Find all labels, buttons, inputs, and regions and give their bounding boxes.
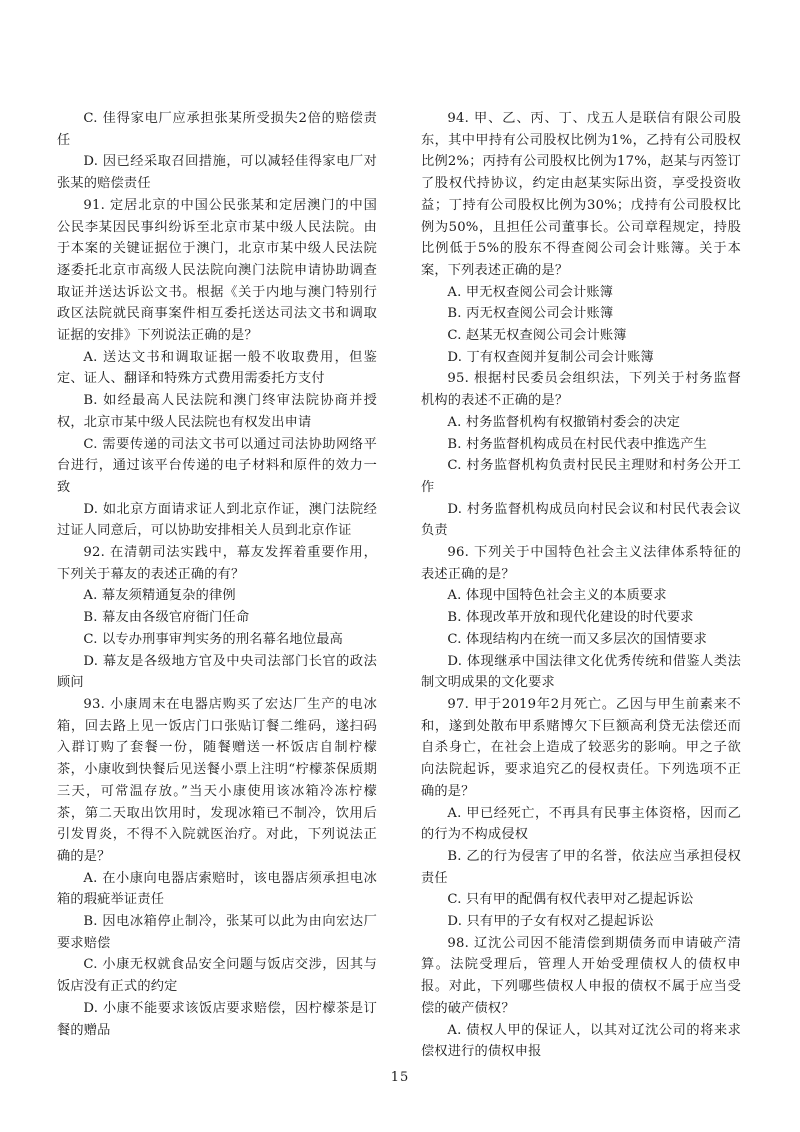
question-94: 94. 甲、乙、丙、丁、戊五人是联信有限公司股东，其中甲持有公司股权比例为1%，乙持有公司股权比例2%；丙持有公司股权比例为17%，赵某与丙签订了股权代持协议，约定由赵某实际出资，享受投资收益；丁持有公司股权比例为30%；戊持有公司股权比例为50%，且担任公司董事长。公司章程规定，持股比例低于5%的股东不得查阅公司会计账簿。关于本案，下列表述正确的是？: [421, 111, 741, 278]
option-92-a: A. 幕友须精通复杂的律例: [83, 588, 236, 604]
question-95: 95. 根据村民委员会组织法，下列关于村务监督机构的表述不正确的是？: [421, 371, 741, 409]
option-91-c: C. 需要传递的司法文书可以通过司法协助网络平台进行，通过该平台传递的电子材料和原件的效力一致: [57, 436, 377, 495]
option-97-c: C. 只有甲的配偶有权代表甲对乙提起诉讼: [447, 892, 694, 908]
question-91: 91. 定居北京的中国公民张某和定居澳门的中国公民李某因民事纠纷诉至北京市某中级人民法院。由于本案的关键证据位于澳门，北京市某中级人民法院逐委托北京市高级人民法院向澳门法院申请协助调查取证并送达诉讼文书。根据《关于内地与澳门特别行政区法院就民商事案件相互委托送达司法文书和调取证据的安排》下列说法正确的是？: [57, 197, 377, 344]
option-97-a: A. 甲已经死亡，不再具有民事主体资格，因而乙的行为不构成侵权: [421, 805, 741, 843]
option-97-b: B. 乙的行为侵害了甲的名誉，依法应当承担侵权责任: [421, 848, 741, 886]
question-98: 98. 辽沈公司因不能清偿到期债务而申请破产清算。法院受理后，管理人开始受理债权人的债权申报。对此，下列哪些债权人申报的债权不属于应当受偿的破产债权？: [421, 935, 741, 1016]
option-96-b: B. 体现改革开放和现代化建设的时代要求: [447, 610, 694, 626]
option-94-a: A. 甲无权查阅公司会计账簿: [447, 284, 614, 300]
option-91-a: A. 送达文书和调取证据一般不收取费用，但鉴定、证人、翻译和特殊方式费用需委托方支付: [57, 349, 377, 387]
option-95-a: A. 村务监督机构有权撤销村委会的决定: [447, 414, 681, 430]
right-column: [421, 108, 741, 1063]
question-96: 96. 下列关于中国特色社会主义法律体系特征的表述正确的是？: [421, 545, 741, 582]
option-96-d: D. 体现继承中国法律文化优秀传统和借鉴人类法制文明成果的文化要求: [421, 653, 741, 691]
option-94-c: C. 赵某无权查阅公司会计账簿: [447, 328, 627, 344]
option-92-c: C. 以专办刑事审判实务的刑名幕名地位最高: [83, 631, 343, 647]
option-91-d: D. 如北京方面请求证人到北京作证，澳门法院经过证人同意后，可以协助安排相关人员到北京作证: [57, 501, 377, 539]
option-92-d: D. 幕友是各级地方官及中央司法部门长官的政法顾问: [57, 653, 377, 691]
question-92: 92. 在清朝司法实践中，幕友发挥着重要作用，下列关于幕友的表述正确的有？: [57, 545, 377, 582]
option-94-d: D. 丁有权查阅并复制公司会计账簿: [447, 349, 654, 365]
page-number: 15: [390, 1070, 410, 1085]
option-93-c: C. 小康无权就食品安全问题与饭店交涉，因其与饭店没有正式的约定: [57, 957, 377, 995]
option-94-b: B. 丙无权查阅公司会计账簿: [447, 306, 614, 322]
option-98-a: A. 债权人甲的保证人，以其对辽沈公司的将来求偿权进行的债权申报: [421, 1022, 741, 1060]
question-93: 93. 小康周末在电器店购买了宏达厂生产的电冰箱，回去路上见一饭店门口张贴订餐二维码，遂扫码入群订购了套餐一份，随餐赠送一杯饭店自制柠檬茶，小康收到快餐后见送餐小票上注明“柠檬茶保质期三天，可常温存放。”当天小康使用该冰箱冷冻柠檬茶，第二天取出饮用时，发现冰箱已不制冷，饮用后引发胃炎，不得不入院就医治疗。对此，下列说法正确的是？: [57, 696, 377, 864]
option-92-b: B. 幕友由各级官府衙门任命: [83, 610, 250, 626]
option-96-c: C. 体现结构内在统一而又多层次的国情要求: [447, 631, 707, 647]
option-91-prev-c: C. 佳得家电厂应承担张某所受损失2倍的赔偿责任: [57, 111, 377, 148]
left-column: [57, 108, 377, 1041]
option-96-a: A. 体现中国特色社会主义的本质要求: [447, 588, 667, 604]
option-95-d: D. 村务监督机构成员向村民会议和村民代表会议负责: [421, 501, 741, 539]
option-93-d: D. 小康不能要求该饭店要求赔偿，因柠檬茶是订餐的赠品: [57, 1000, 377, 1038]
option-93-a: A. 在小康向电器店索赔时，该电器店须承担电冰箱的瑕疵举证责任: [57, 870, 377, 908]
question-97: 97. 甲于2019年2月死亡。乙因与甲生前素来不和，遂到处散布甲系赌博欠下巨额高利贷无法偿还而自杀身亡，在社会上造成了较恶劣的影响。甲之子欲向法院起诉，要求追究乙的侵权责任。下列选项不正确的是？: [421, 696, 741, 799]
option-91-prev-d: D. 因已经采取召回措施，可以减轻佳得家电厂对张某的赔偿责任: [57, 154, 377, 192]
option-91-b: B. 如经最高人民法院和澳门终审法院协商并授权，北京市某中级人民法院也有权发出申请: [57, 393, 377, 430]
option-97-d: D. 只有甲的子女有权对乙提起诉讼: [447, 914, 654, 930]
option-95-c: C. 村务监督机构负责村民民主理财和村务公开工作: [421, 458, 741, 495]
option-95-b: B. 村务监督机构成员在村民代表中推选产生: [447, 436, 708, 452]
option-93-b: B. 因电冰箱停止制冷，张某可以此为由向宏达厂要求赔偿: [57, 914, 377, 951]
